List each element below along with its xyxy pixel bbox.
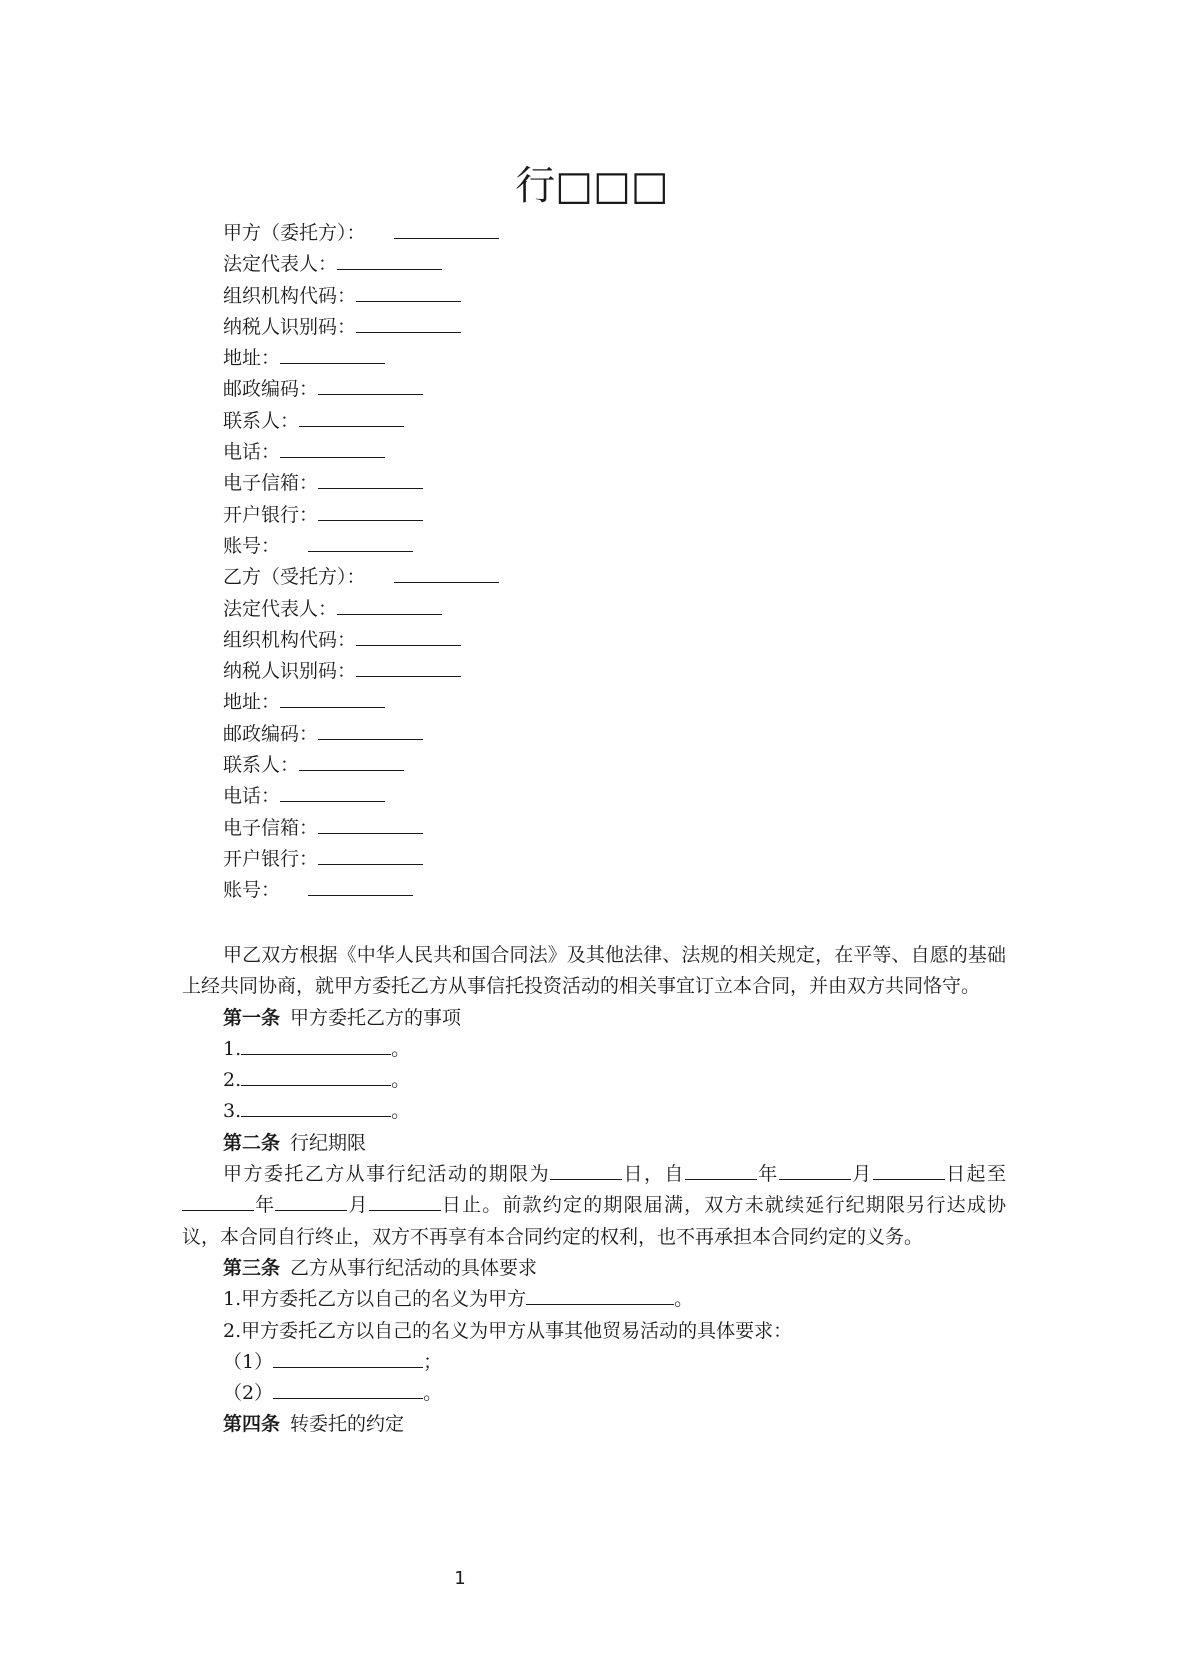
article-2-text: 日起至 [944, 1163, 1006, 1186]
article-2-text: 年 [756, 1163, 779, 1186]
party-a-heading: 甲方（委托方）： [223, 222, 366, 244]
party-b-field-label: 法定代表人： [223, 597, 338, 620]
field-blank [356, 656, 461, 677]
field-blank [308, 531, 413, 552]
party-a-field-label: 地址： [223, 347, 281, 370]
party-b-field-label: 电子信箱： [223, 816, 319, 839]
article-3-sub-item-2 [182, 1378, 1006, 1409]
article-2-text: 年 [254, 1194, 276, 1217]
article-2-text: 日，自 [622, 1163, 685, 1186]
item-end-punct: 。 [391, 1037, 411, 1060]
party-b-field-line [223, 781, 499, 812]
party-b-field-line [223, 594, 499, 625]
party-a-field-label: 联系人： [223, 409, 300, 432]
article-1-number: 第一条 [223, 1006, 281, 1029]
article-1-title: 甲方委托乙方的事项 [290, 1006, 462, 1029]
document-title: 行□□□ [515, 163, 669, 209]
item-end-punct: 。 [674, 1288, 694, 1311]
article-4-heading-line [182, 1409, 1006, 1440]
field-blank [280, 343, 385, 364]
party-a-field-label: 纳税人识别码： [223, 315, 357, 338]
article-1-item [182, 1096, 1006, 1127]
article-2-heading-line [182, 1128, 1006, 1159]
party-a-field-line [223, 312, 499, 343]
article-3-item-1 [182, 1284, 1006, 1315]
article-1-item [182, 1034, 1006, 1065]
item-number: 3. [223, 1100, 242, 1123]
article-2-paragraph [182, 1159, 1006, 1253]
article-3-title: 乙方从事行纪活动的具体要求 [290, 1256, 538, 1279]
sub-item-label: （2） [223, 1382, 274, 1405]
article-2-text: 月 [850, 1163, 873, 1186]
field-blank [299, 750, 404, 771]
party-a-field-line [223, 281, 499, 312]
party-info-block [223, 218, 499, 907]
party-a-field-label: 组织机构代码： [223, 284, 357, 307]
party-b-heading: 乙方（受托方）： [223, 566, 366, 589]
item-blank [241, 1034, 391, 1055]
party-a-field-label: 法定代表人： [223, 253, 338, 276]
field-blank [337, 594, 442, 615]
field-blank [356, 281, 461, 302]
article-3-item-2 [182, 1316, 1006, 1347]
article-4-title: 转委托的约定 [290, 1413, 405, 1436]
item-number: 1. [223, 1037, 242, 1060]
article-4-number: 第四条 [223, 1413, 281, 1436]
party-b-field-line [223, 750, 499, 781]
article-2-text: 月 [347, 1194, 369, 1217]
party-b-field-label: 开户银行： [223, 847, 319, 870]
field-blank [318, 500, 423, 521]
item-blank [273, 1378, 423, 1399]
item-blank [241, 1096, 391, 1117]
party-b-field-line [223, 875, 499, 906]
item-blank [241, 1065, 391, 1086]
party-b-heading-line [223, 562, 499, 593]
item-end-punct: ； [423, 1350, 443, 1373]
article-2-text: 甲方委托乙方从事行纪活动的期限为 [223, 1163, 551, 1186]
field-blank [299, 406, 404, 427]
party-a-field-line [223, 500, 499, 531]
party-a-heading-line [223, 218, 499, 249]
field-blank [280, 437, 385, 458]
party-a-field-line [223, 249, 499, 280]
party-a-field-label: 邮政编码： [223, 378, 319, 401]
article-3-item-1-text: 1.甲方委托乙方以自己的名义为甲方 [223, 1288, 527, 1311]
field-blank [356, 625, 461, 646]
article-2-number: 第二条 [223, 1131, 281, 1154]
field-blank [318, 813, 423, 834]
party-b-field-line [223, 813, 499, 844]
party-b-field-label: 联系人： [223, 754, 300, 777]
party-a-field-label: 开户银行： [223, 503, 319, 526]
party-b-field-line [223, 625, 499, 656]
field-blank [318, 468, 423, 489]
item-number: 2. [223, 1069, 242, 1092]
date-blank [685, 1159, 757, 1180]
item-end-punct: 。 [391, 1069, 411, 1092]
item-end-punct: 。 [423, 1382, 443, 1405]
article-3-item-2-text: 2.甲方委托乙方以自己的名义为甲方从事其他贸易活动的具体要求： [223, 1319, 793, 1342]
party-a-field-line [223, 531, 499, 562]
field-blank [308, 875, 413, 896]
party-b-field-label: 纳税人识别码： [223, 660, 357, 683]
article-3-number: 第三条 [223, 1256, 281, 1279]
party-b-field-label: 地址： [223, 691, 281, 714]
party-b-field-line [223, 687, 499, 718]
party-b-name-blank [394, 562, 499, 583]
party-a-field-line [223, 406, 499, 437]
party-a-field-line [223, 437, 499, 468]
article-1-item [182, 1065, 1006, 1096]
field-blank [318, 719, 423, 740]
party-b-field-label: 组织机构代码： [223, 628, 357, 651]
party-b-field-label: 账号： [223, 879, 281, 902]
item-end-punct: 。 [391, 1100, 411, 1123]
article-1-heading-line [182, 1003, 1006, 1034]
field-blank [356, 312, 461, 333]
date-blank [873, 1159, 945, 1180]
party-b-field-label: 电话： [223, 785, 281, 808]
party-a-field-label: 电话： [223, 441, 281, 464]
article-3-heading-line [182, 1253, 1006, 1284]
party-a-field-label: 电子信箱： [223, 472, 319, 495]
date-blank [275, 1190, 347, 1211]
date-blank [369, 1190, 441, 1211]
item-blank [526, 1284, 674, 1305]
party-b-field-label: 邮政编码： [223, 722, 319, 745]
party-a-field-line [223, 468, 499, 499]
article-3-sub-item-1 [182, 1347, 1006, 1378]
date-blank [182, 1190, 254, 1211]
date-blank [779, 1159, 851, 1180]
party-a-field-label: 账号： [223, 534, 281, 557]
field-blank [280, 781, 385, 802]
party-b-field-line [223, 844, 499, 875]
party-a-field-line [223, 343, 499, 374]
contract-body [182, 940, 1006, 1441]
sub-item-label: （1） [223, 1350, 274, 1373]
party-b-field-line [223, 656, 499, 687]
date-blank [550, 1159, 622, 1180]
article-2-text: 日止。前款约定的期限届满，双方未就续延行纪期限另行达成协议，本合同自行终止，双方不再享有本合同约定的权利，也不再承担本合同约定的义务。 [182, 1194, 1006, 1248]
item-blank [273, 1347, 423, 1368]
party-b-field-line [223, 719, 499, 750]
field-blank [318, 374, 423, 395]
party-a-name-blank [394, 218, 499, 239]
article-2-title: 行纪期限 [290, 1131, 367, 1154]
field-blank [337, 249, 442, 270]
field-blank [318, 844, 423, 865]
intro-paragraph: 甲乙双方根据《中华人民共和国合同法》及其他法律、法规的相关规定，在平等、自愿的基础上经共同协商，就甲方委托乙方从事信托投资活动的相关事宜订立本合同，并由双方共同恪守。 [182, 944, 1006, 998]
party-a-field-line [223, 374, 499, 405]
page-number: 1 [454, 1568, 466, 1589]
field-blank [280, 687, 385, 708]
